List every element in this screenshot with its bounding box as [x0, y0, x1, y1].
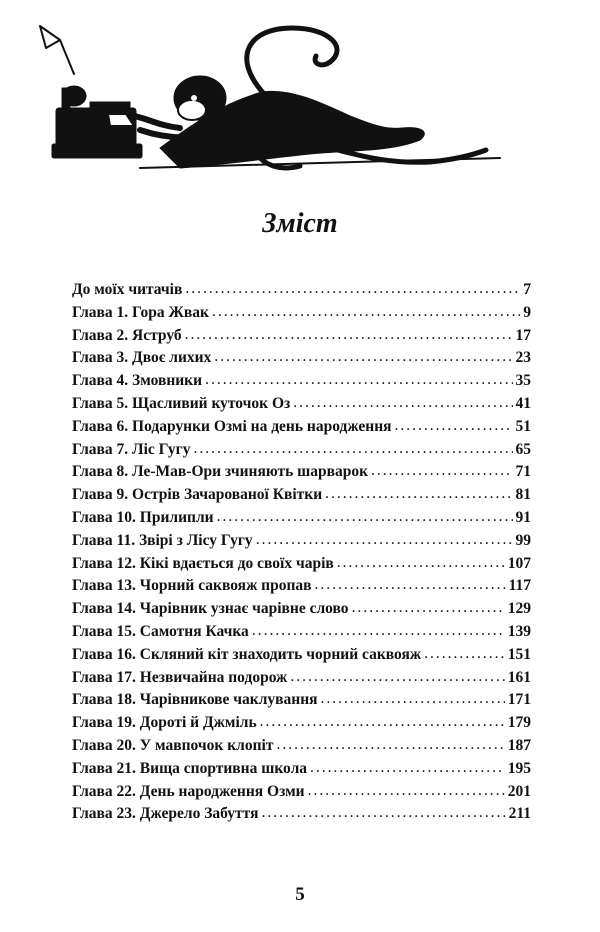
toc-entry-page: 161 [507, 668, 531, 686]
table-of-contents [72, 281, 531, 828]
toc-entry-label: Глава 21. Вища спортивна школа [72, 759, 308, 777]
leader-dots [310, 759, 505, 777]
toc-entry-page: 81 [515, 486, 531, 504]
toc-entry-page: 151 [507, 645, 531, 663]
toc-entry[interactable] [72, 669, 531, 692]
toc-entry-label: Глава 3. Двоє лихих [72, 349, 212, 367]
toc-entry-label: Глава 7. Ліс Гугу [72, 440, 191, 458]
toc-entry-label: Глава 13. Чорний саквояж пропав [72, 577, 312, 595]
leader-dots [260, 713, 505, 731]
toc-entry-page: 51 [515, 417, 531, 435]
toc-entry-page: 129 [507, 600, 531, 618]
leader-dots [256, 531, 513, 549]
toc-entry-label: Глава 23. Джерело Забуття [72, 805, 259, 823]
toc-entry-page: 17 [515, 326, 531, 344]
leader-dots [321, 690, 505, 708]
leader-dots [371, 462, 512, 480]
toc-entry-page: 179 [507, 714, 531, 732]
toc-entry-label: Глава 5. Щасливий куточок Оз [72, 394, 291, 412]
toc-entry[interactable] [72, 486, 531, 509]
leader-dots [193, 440, 512, 458]
toc-entry-label: Глава 8. Ле-Мав-Ори зчиняють шарварок [72, 463, 369, 481]
toc-entry-page: 187 [507, 736, 531, 754]
toc-entry[interactable] [72, 349, 531, 372]
toc-entry-page: 7 [523, 281, 531, 298]
toc-entry-label: Глава 15. Самотня Качка [72, 622, 249, 640]
toc-entry[interactable] [72, 805, 531, 828]
toc-entry[interactable] [72, 783, 531, 806]
leader-dots [293, 394, 512, 412]
toc-entry-label: Глава 17. Незвичайна подорож [72, 668, 288, 686]
leader-dots [424, 645, 505, 663]
toc-entry-page: 107 [507, 554, 531, 572]
toc-entry-page: 117 [508, 577, 531, 595]
leader-dots [185, 326, 513, 344]
toc-entry-page: 65 [515, 440, 531, 458]
leader-dots [290, 668, 504, 686]
toc-entry[interactable] [72, 418, 531, 441]
toc-entry-page: 171 [507, 691, 531, 709]
leader-dots [315, 576, 506, 594]
toc-entry-label: Глава 9. Острів Зачарованої Квітки [72, 486, 323, 504]
toc-entry[interactable] [72, 577, 531, 600]
toc-entry-page: 201 [507, 782, 531, 800]
toc-entry-label: Глава 14. Чарівник узнає чарівне слово [72, 600, 349, 618]
toc-entry[interactable] [72, 281, 531, 304]
leader-dots [308, 782, 505, 800]
toc-entry-label: Глава 6. Подарунки Озмі на день народження [72, 417, 392, 435]
leader-dots [212, 303, 520, 321]
toc-entry[interactable] [72, 463, 531, 486]
toc-entry[interactable] [72, 760, 531, 783]
leader-dots [252, 622, 505, 640]
toc-entry-page: 91 [515, 508, 531, 526]
page-number: 5 [295, 884, 305, 905]
leader-dots [276, 736, 504, 754]
toc-entry-label: Глава 2. Яструб [72, 326, 182, 344]
toc-entry[interactable] [72, 714, 531, 737]
toc-entry-label: Глава 1. Гора Жвак [72, 303, 209, 321]
toc-title: Зміст [262, 208, 338, 239]
leader-dots [337, 554, 505, 572]
toc-entry-label: Глава 18. Чарівникове чаклування [72, 691, 318, 709]
toc-entry-page: 41 [515, 394, 531, 412]
leader-dots [185, 280, 520, 298]
toc-entry[interactable] [72, 509, 531, 532]
leader-dots [352, 599, 505, 617]
leader-dots [261, 804, 505, 822]
toc-entry-label: До моїх читачів [72, 281, 183, 298]
toc-entry[interactable] [72, 532, 531, 555]
toc-entry[interactable] [72, 691, 531, 714]
monkey-typewriter-illustration [30, 18, 510, 178]
leader-dots [214, 348, 512, 366]
toc-entry-label: Глава 20. У мавпочок клопіт [72, 736, 274, 754]
toc-entry-label: Глава 16. Скляний кіт знаходить чорний саквояж [72, 645, 422, 663]
toc-entry-page: 35 [515, 372, 531, 390]
toc-entry[interactable] [72, 304, 531, 327]
toc-entry-page: 9 [523, 303, 531, 321]
toc-entry[interactable] [72, 555, 531, 578]
toc-entry[interactable] [72, 372, 531, 395]
toc-entry-label: Глава 11. Звірі з Лісу Гугу [72, 531, 253, 549]
toc-entry-label: Глава 22. День народження Озми [72, 782, 305, 800]
toc-entry-page: 99 [515, 531, 531, 549]
toc-entry-label: Глава 4. Змовники [72, 372, 203, 390]
leader-dots [395, 417, 513, 435]
toc-entry[interactable] [72, 623, 531, 646]
toc-entry[interactable] [72, 600, 531, 623]
toc-entry[interactable] [72, 327, 531, 350]
toc-entry-page: 195 [507, 759, 531, 777]
toc-entry[interactable] [72, 646, 531, 669]
toc-entry[interactable] [72, 737, 531, 760]
leader-dots [217, 508, 513, 526]
leader-dots [325, 485, 512, 503]
toc-entry[interactable] [72, 395, 531, 418]
toc-entry-page: 23 [515, 349, 531, 367]
toc-entry-label: Глава 10. Прилипли [72, 508, 214, 526]
toc-entry-label: Глава 12. Кікі вдається до своїх чарів [72, 554, 334, 572]
toc-entry-page: 139 [507, 622, 531, 640]
toc-entry-label: Глава 19. Дороті й Джміль [72, 714, 257, 732]
toc-entry-page: 211 [508, 805, 531, 823]
toc-entry-page: 71 [515, 463, 531, 481]
leader-dots [205, 371, 512, 389]
toc-entry[interactable] [72, 441, 531, 464]
